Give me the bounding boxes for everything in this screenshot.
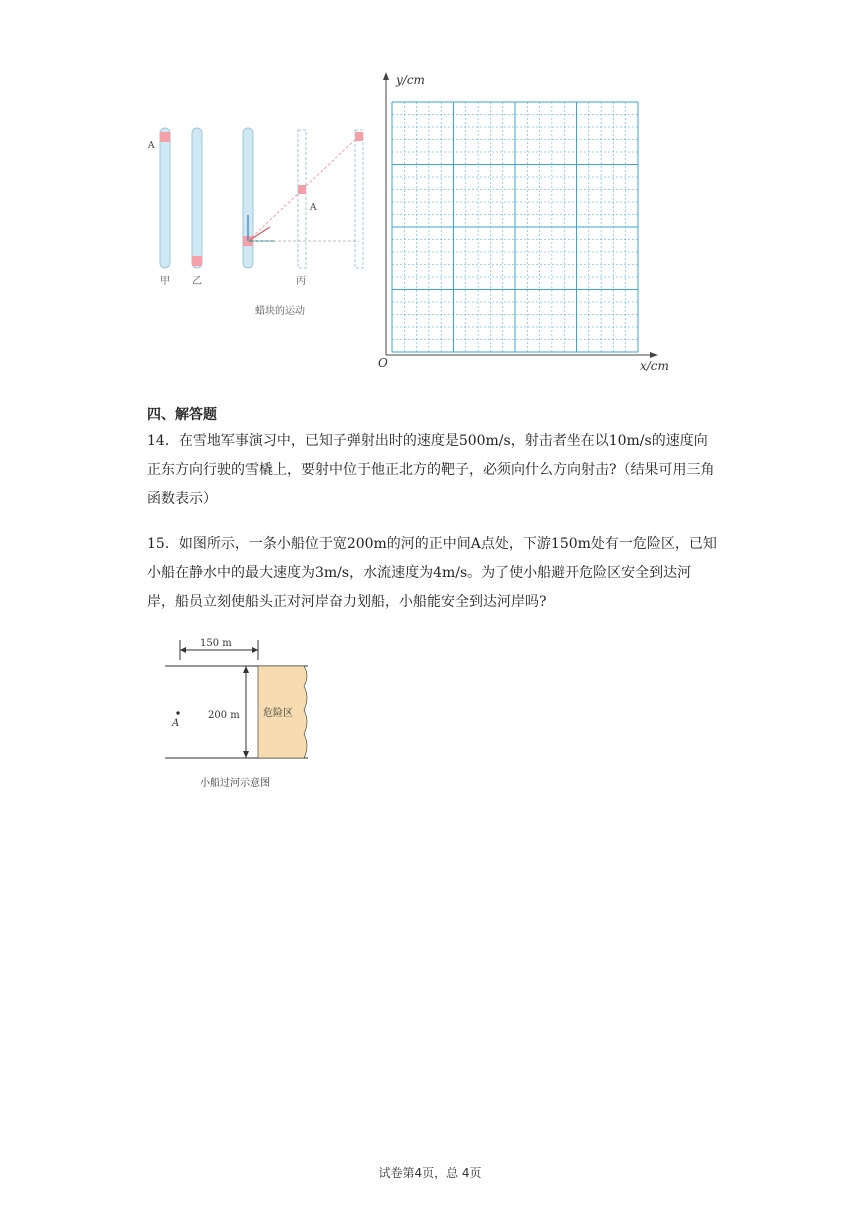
tube-bing-end [355, 130, 363, 268]
tube-bing-start [243, 128, 253, 268]
origin-label: O [378, 356, 388, 370]
figure-caption-2: 小船过河示意图 [200, 778, 270, 789]
wax-block-yi [192, 256, 202, 266]
dim-arrow-right [252, 647, 258, 653]
river-crossing-figure [160, 636, 320, 796]
dim-arrow-down [243, 751, 249, 758]
wax-block-figure [140, 70, 700, 390]
coordinate-grid [392, 102, 638, 352]
y-axis-label: y/cm [396, 73, 425, 87]
point-a-mid: A [310, 203, 317, 213]
tube-jia [160, 128, 170, 268]
label-jia: 甲 [160, 276, 170, 287]
wax-block-jia [160, 132, 170, 142]
x-axis-arrow [650, 352, 658, 358]
tube-yi [192, 128, 202, 268]
dim-arrow-left [180, 647, 186, 653]
trajectory-line [248, 136, 359, 241]
label-bing: 丙 [296, 276, 306, 287]
page-footer: 试卷第4页，总 4页 [378, 1166, 482, 1180]
question-14: 14．在雪地军事演习中，已知子弹射出时的速度是500m/s，射击者坐在以10m/s的速度向正东方向行驶的雪橇上，要射中位于他正北方的靶子，必须向什么方向射击?（结果可用三角函数表示） [147, 433, 715, 507]
question-15: 15．如图所示，一条小船位于宽200m的河的正中间A点处，下游150m处有一危险区，已知小船在静水中的最大速度为3m/s，水流速度为4m/s。为了使小船避开危险区安全到达河岸，船员立刻使船头正对河岸奋力划船，小船能安全到达河岸吗? [147, 536, 717, 610]
section-title: 四、解答题 [147, 407, 217, 423]
point-a-label: A [172, 718, 180, 729]
point-a-dot [176, 711, 179, 714]
river-crossing-diagram [160, 636, 320, 796]
danger-zone-label: 危险区 [263, 708, 293, 719]
label-yi: 乙 [192, 276, 202, 287]
figure-caption-1: 蜡块的运动 [255, 306, 305, 317]
dim-label-150: 150 m [200, 638, 232, 649]
x-axis-label: x/cm [640, 359, 669, 373]
tube-bing-mid [298, 130, 306, 268]
dim-label-200: 200 m [208, 710, 240, 721]
y-axis-arrow [383, 72, 389, 80]
dim-arrow-up [243, 666, 249, 673]
point-a-left: A [148, 141, 155, 151]
wax-block-diagram [140, 70, 700, 390]
